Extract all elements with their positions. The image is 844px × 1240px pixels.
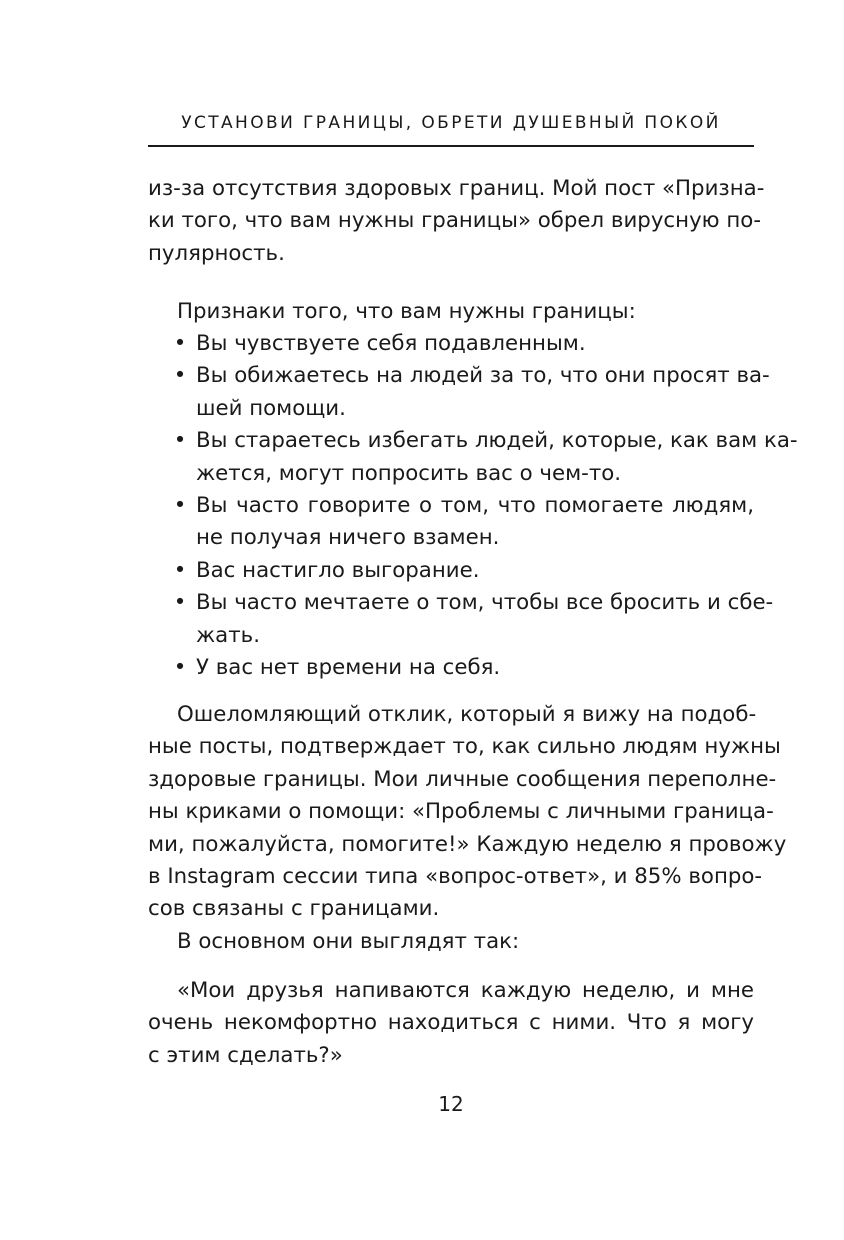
text-line: Вас настигло выгорание. xyxy=(196,557,480,583)
bullet-icon: • xyxy=(173,331,187,356)
signs-heading xyxy=(148,296,754,328)
text-line: «Мои друзья напиваются каждую неделю, и мне xyxy=(177,978,754,1003)
bullet-icon: • xyxy=(173,363,187,389)
list-item xyxy=(148,328,754,360)
text-line: Вы обижаетесь на людей за то, что они просят ва- xyxy=(196,363,770,389)
page-number: 12 xyxy=(438,1092,464,1116)
text-line: очень некомфортно находиться с ними. Что я могу xyxy=(148,1010,754,1036)
intro-paragraph xyxy=(148,173,765,270)
text-line: здоровые границы. Мои личные сообщения переполне- xyxy=(148,766,777,792)
list-item xyxy=(148,587,774,652)
bullet-icon: • xyxy=(173,590,187,616)
list-item xyxy=(148,555,754,587)
text-line: У вас нет времени на себя. xyxy=(196,654,501,680)
text-line: не получая ничего взамен. xyxy=(196,525,500,551)
text-line: пулярность. xyxy=(148,240,285,266)
text-line: с этим сделать?» xyxy=(148,1042,343,1068)
text-line: ми, пожалуйста, помогите!» Каждую неделю я провожу xyxy=(148,831,787,857)
list-item xyxy=(148,490,754,555)
quote-block xyxy=(148,975,754,1072)
response-paragraph xyxy=(148,699,787,958)
list-item xyxy=(148,425,798,490)
signs-list xyxy=(148,328,798,684)
text-line: Вы часто мечтаете о том, чтобы все бросить и сбе- xyxy=(196,590,774,616)
text-line: Вы стараетесь избегать людей, которые, как вам ка- xyxy=(196,428,798,454)
text-line: Вы часто говорите о том, что помогаете людям, xyxy=(196,492,754,518)
list-item xyxy=(148,360,770,425)
signs-heading-text: Признаки того, что вам нужны границы: xyxy=(177,299,636,324)
text-line: Ошеломляющий отклик, который я вижу на подоб- xyxy=(177,702,757,727)
list-item xyxy=(148,652,754,684)
text-line: Вы чувствуете себя подавленным. xyxy=(196,331,586,356)
text-line: шей помощи. xyxy=(196,395,346,421)
text-line: ны криками о помощи: «Проблемы с личными граница- xyxy=(148,799,774,825)
mostly-line: В основном они выглядят так: xyxy=(177,928,520,954)
text-line: ки того, что вам нужны границы» обрел вирусную по- xyxy=(148,208,762,234)
text-line: сов связаны с границами. xyxy=(148,896,440,922)
text-line: в Instagram сессии типа «вопрос-ответ», и 85% вопро- xyxy=(148,863,763,889)
header-rule xyxy=(148,145,754,147)
bullet-icon: • xyxy=(173,428,187,454)
text-line: жать. xyxy=(196,622,260,648)
bullet-icon: • xyxy=(173,557,187,583)
text-line: ные посты, подтверждает то, как сильно людям нужны xyxy=(148,734,781,760)
text-line: жется, могут попросить вас о чем-то. xyxy=(196,460,622,486)
bullet-icon: • xyxy=(173,654,187,680)
running-header-title: УСТАНОВИ ГРАНИЦЫ, ОБРЕТИ ДУШЕВНЫЙ ПОКОЙ xyxy=(181,113,721,133)
bullet-icon: • xyxy=(173,492,187,518)
text-line: из-за отсутствия здоровых границ. Мой пост «Призна- xyxy=(148,176,765,201)
